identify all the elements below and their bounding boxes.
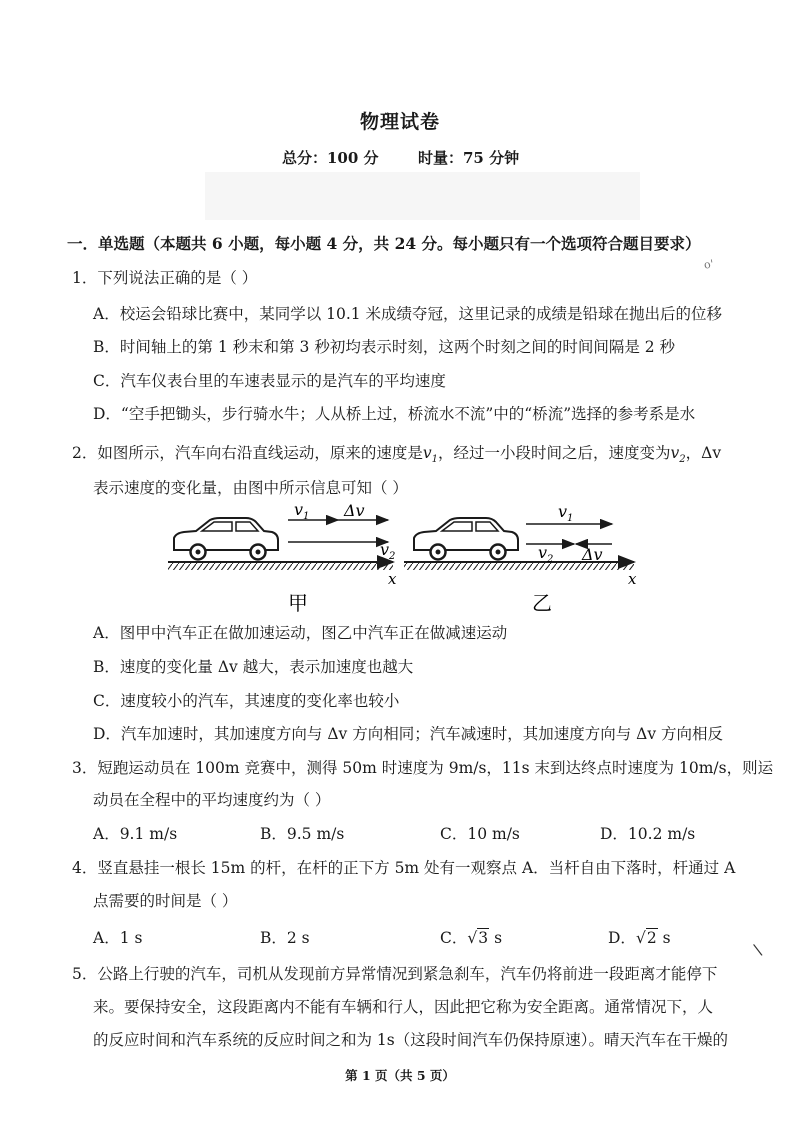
q2-option-c: C．速度较小的汽车，其速度的变化率也较小 xyxy=(93,692,400,710)
q2-stem-part1: 2．如图所示，汽车向右沿直线运动，原来的速度是 xyxy=(72,444,423,462)
dv-label-left: Δv xyxy=(344,501,365,520)
v1-label-right: $v_1$ xyxy=(558,502,574,524)
q2-option-a: A．图甲中汽车正在做加速运动，图乙中汽车正在做减速运动 xyxy=(93,624,508,642)
section-title: 一．单选题 xyxy=(67,234,145,253)
page-footer: 第 1 页（共 5 页） xyxy=(345,1068,455,1083)
q5-line2: 来。要保持安全，这段距离内不能有车辆和行人，因此把它称为安全距离。通常情况下，人 xyxy=(93,998,714,1016)
ground-left xyxy=(168,562,393,570)
q2-v1: $v_1$ xyxy=(422,444,439,466)
q4-stem: 4．竖直悬挂一根长 15m 的杆，在杆的正下方 5m 处有一观察点 A．当杆自由下落时，杆通过 A xyxy=(72,859,736,877)
q2-v2: $v_2$ xyxy=(670,444,686,466)
car-left-icon xyxy=(174,518,278,560)
q2-option-b: B．速度的变化量 Δv 越大，表示加速度也越大 xyxy=(93,658,414,676)
q3-stem: 3．短跑运动员在 100m 竞赛中，测得 50m 时速度为 9m/s，11s 末到达终点时速度为 10m/s，则运 xyxy=(72,759,774,777)
v2-label-right: $v_2$ xyxy=(538,543,554,565)
axis-left-label: x xyxy=(388,570,397,588)
q1-stem: 1．下列说法正确的是（ ） xyxy=(72,269,258,287)
q2-option-d: D．汽车加速时，其加速度方向与 Δv 方向相同；汽车减速时，其加速度方向与 Δv 方向相反 xyxy=(93,725,724,743)
pen-tick: \ xyxy=(751,939,764,960)
blank-band xyxy=(205,172,640,220)
q2-stem-part2: ，经过一小段时间之后，速度变为 xyxy=(438,444,671,462)
pen-mark: o' xyxy=(702,257,715,272)
q4-option-b: B．2 s xyxy=(260,929,310,947)
q4-option-c: C．√3 s xyxy=(440,929,503,947)
q3-option-c: C．10 m/s xyxy=(440,825,520,843)
q4-stem-line2: 点需要的时间是（ ） xyxy=(93,892,238,910)
q5-line3: 的反应时间和汽车系统的反应时间之和为 1s（这段时间汽车仍保持原速）。晴天汽车在干燥的 xyxy=(93,1031,728,1049)
car-right-icon xyxy=(414,518,518,560)
total-score: 总分：100 分 xyxy=(282,149,379,167)
section-heading xyxy=(67,232,701,254)
q2-figure xyxy=(160,500,650,620)
q1-option-b: B．时间轴上的第 1 秒末和第 3 秒初均表示时刻，这两个时刻之间的时间间隔是 2 秒 xyxy=(93,338,676,356)
q4-option-a: A．1 s xyxy=(93,929,143,947)
fig-label-yi: 乙 xyxy=(532,591,552,615)
q1-option-a: A．校运会铅球比赛中，某同学以 10.1 米成绩夺冠，这里记录的成绩是铅球在抛出后的位移 xyxy=(93,305,723,323)
section-note: （本题共 6 小题，每小题 4 分，共 24 分。每小题只有一个选项符合题目要求） xyxy=(144,234,701,253)
v1-label-left: $v_1$ xyxy=(294,500,310,522)
q2-stem-part3: ，Δv xyxy=(685,444,722,462)
dv-label-right: Δv xyxy=(582,545,603,564)
q3-option-b: B．9.5 m/s xyxy=(260,825,345,843)
v2-label-left: $v_2$ xyxy=(380,540,396,562)
q1-option-d: D．“空手把锄头，步行骑水牛；人从桥上过，桥流水不流”中的“桥流”选择的参考系是水 xyxy=(93,405,696,423)
fig-label-jia: 甲 xyxy=(288,591,308,615)
q5-line1: 5．公路上行驶的汽车，司机从发现前方异常情况到紧急刹车，汽车仍将前进一段距离才能停下 xyxy=(72,965,718,983)
time-limit: 时量：75 分钟 xyxy=(418,149,520,167)
q4-option-d: D．√2 s xyxy=(608,929,671,947)
exam-title: 物理试卷 xyxy=(359,111,440,133)
q2-stem xyxy=(72,441,721,465)
axis-right-label: x xyxy=(628,570,637,588)
q3-option-a: A．9.1 m/s xyxy=(93,825,178,843)
q3-option-d: D．10.2 m/s xyxy=(600,825,696,843)
q2-stem-line2: 表示速度的变化量，由图中所示信息可知（ ） xyxy=(93,479,408,497)
q1-option-c: C．汽车仪表台里的车速表显示的是汽车的平均速度 xyxy=(93,372,446,390)
q3-stem-line2: 动员在全程中的平均速度约为（ ） xyxy=(93,791,331,809)
